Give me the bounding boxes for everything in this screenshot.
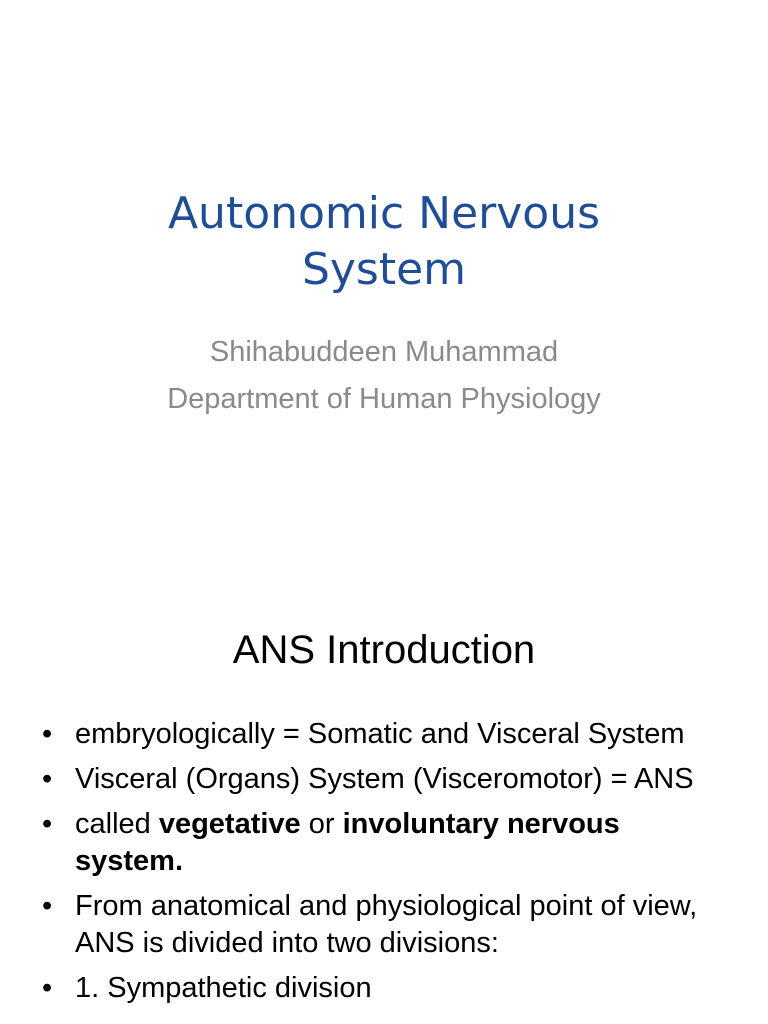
bullet-text: 1. Sympathetic division — [75, 972, 372, 1004]
slide-title: ANS Introduction — [232, 628, 536, 672]
bullet-icon: • — [42, 890, 53, 922]
bullet-text: Visceral (Organs) System (Visceromotor) = ANS — [75, 763, 694, 795]
bullet-icon: • — [42, 808, 53, 840]
author-name: Shihabuddeen Muhammad — [209, 336, 559, 368]
bold-term-involuntary: involuntary nervous system. — [75, 808, 620, 877]
bullet-icon: • — [42, 972, 53, 1004]
bullet-text-part: called — [75, 808, 159, 840]
department-name: Department of Human Physiology — [167, 383, 601, 415]
bullet-item — [42, 716, 722, 753]
bullet-icon: • — [42, 763, 53, 795]
slide-ans-introduction — [0, 576, 768, 1024]
bullet-list — [42, 716, 722, 1015]
bullet-item — [42, 806, 722, 880]
presentation-title — [0, 186, 768, 298]
bold-term-vegetative: vegetative — [158, 808, 301, 840]
bullet-item — [42, 970, 722, 1007]
bullet-icon: • — [42, 718, 53, 750]
bullet-text-part: or — [300, 808, 343, 840]
bullet-text: embryologically = Somatic and Visceral System — [75, 718, 685, 750]
title-line-2: System — [301, 244, 467, 295]
bullet-item — [42, 761, 722, 798]
bullet-text: From anatomical and physiological point of view, ANS is divided into two divisions: — [75, 890, 698, 959]
title-line-1: Autonomic Nervous — [167, 188, 601, 239]
bullet-item — [42, 888, 722, 962]
